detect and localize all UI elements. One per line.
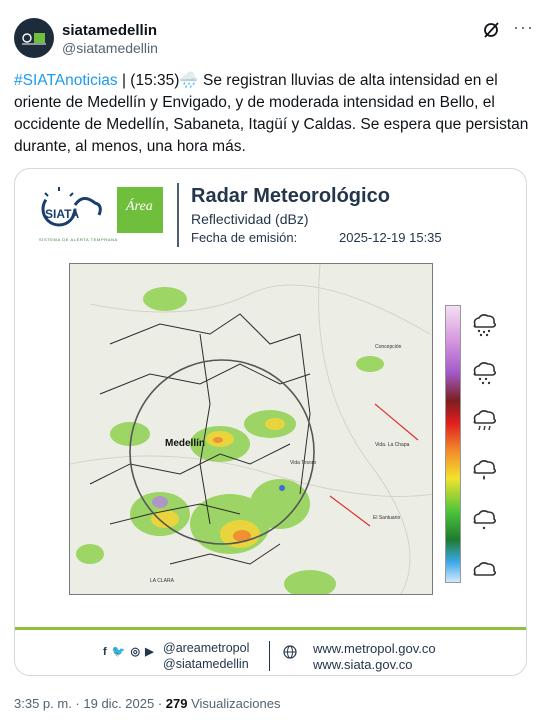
siata-logo-subtitle: SISTEMA DE ALERTA TEMPRANA	[39, 237, 118, 242]
meta-separator: ·	[71, 696, 84, 711]
legend-icons	[469, 313, 499, 583]
logos	[37, 181, 167, 247]
header-divider	[177, 183, 179, 247]
map-label-vida-tesoro: Vida Tesoro	[290, 460, 317, 466]
post-time[interactable]: 3:35 p. m.	[14, 696, 72, 711]
map-label-medellin: Medellín	[165, 438, 206, 449]
map-label-la-clara: LA CLARA	[150, 578, 174, 584]
map-label-concepcion: Concepción	[375, 344, 402, 350]
rain-icon	[469, 509, 499, 533]
footer-website-metropol: www.metropol.gov.co	[313, 641, 436, 656]
emission-date: 2025-12-19 15:35	[339, 230, 442, 245]
radar-map	[69, 263, 433, 595]
globe-icon	[283, 645, 297, 659]
rain-icon	[469, 409, 499, 433]
post-metadata	[14, 696, 280, 711]
meta-separator: ·	[154, 696, 166, 711]
card-footer	[15, 627, 527, 676]
area-logo-text: Área	[126, 199, 153, 214]
post-text	[14, 70, 532, 158]
post-date[interactable]: 19 dic. 2025	[83, 696, 155, 711]
views-count: 279	[165, 696, 188, 711]
user-handle[interactable]: @siatamedellin	[62, 40, 158, 56]
rain-icon	[469, 459, 499, 483]
post-header	[14, 18, 535, 62]
radar-subtitle: Reflectividad (dBz)	[191, 211, 309, 227]
post-body: | (15:35)🌧️ Se registran lluvias de alta intensidad en el oriente de Medellín y Envigado, y de moderada intensidad en Bello, el occidente de Medellín, Sabaneta, Itagüí y Caldas. Se espera que persistan durante, al menos, una hora más.	[14, 72, 529, 155]
area-metropolitana-logo	[117, 187, 163, 233]
siata-logo-text: SIATA	[45, 207, 80, 221]
siata-avatar-logo	[20, 30, 48, 46]
more-icon[interactable]: ···	[513, 17, 534, 37]
views-label: Visualizaciones	[187, 696, 281, 711]
rain-heavy-icon	[469, 313, 499, 337]
footer-accent-line	[15, 627, 527, 630]
hashtag-link[interactable]: #SIATAnoticias	[14, 72, 118, 89]
emission-label: Fecha de emisión:	[191, 230, 298, 245]
radar-map-graphic	[70, 264, 433, 595]
cloud-icon	[469, 557, 499, 581]
display-name[interactable]: siatamedellin	[62, 22, 158, 39]
footer-handle-siatamedellin: @siatamedellin	[163, 657, 249, 671]
avatar[interactable]	[14, 18, 54, 58]
footer-divider	[269, 641, 270, 671]
social-icons: f 🐦 ◎ ▶	[103, 646, 155, 658]
radar-title: Radar Meteorológico	[191, 185, 390, 207]
rain-heavy-icon	[469, 361, 499, 385]
footer-handle-areametropol: @areametropol	[163, 641, 250, 655]
media-image[interactable]	[14, 168, 527, 676]
map-label-la-chapa: Vida. La Chapa	[375, 442, 410, 448]
map-label-el-santuario: El Santuario	[373, 515, 401, 521]
footer-website-siata: www.siata.gov.co	[313, 657, 413, 672]
radar-title-block	[191, 185, 511, 249]
grok-icon[interactable]	[481, 20, 501, 40]
reflectivity-color-bar	[445, 305, 461, 583]
